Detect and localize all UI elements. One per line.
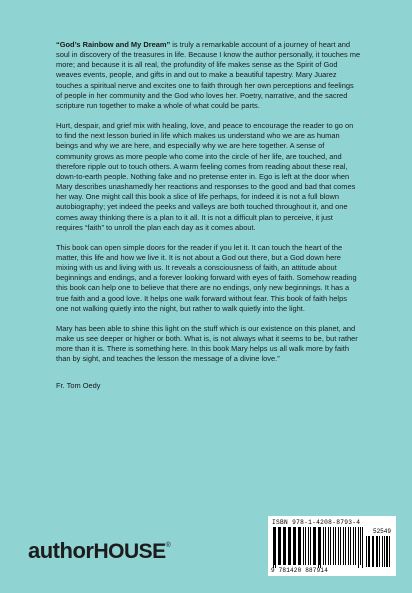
- addon-stripe: [368, 536, 370, 567]
- logo-part-house: HOUSE: [93, 540, 166, 563]
- barcode-bars: [273, 527, 363, 567]
- paragraph-1-text: is truly a remarkable account of a journey of heart and soul in discovery of the treasures in life. Because I know the author personally, it touches me more; and because it is all real, the profundity of life makes sense as the Spirit of God weaves events, people, and gifts in and out to make a beautiful tapestry. Mary Juarez touches a spiritual nerve and excites one to faith through her own perceptions and feelings of people in her community and the God who loves her. Poetry, narrative, and the sacred scripture run together to make a whole of what could be parts.: [56, 40, 361, 110]
- logo-part-author: author: [28, 538, 94, 563]
- paragraph-1: [56, 40, 361, 111]
- addon-barcode-bars: [366, 536, 392, 568]
- addon-stripe: [379, 536, 380, 567]
- addon-stripe: [384, 536, 385, 567]
- isbn-label: ISBN 978-1-4208-8793-4: [272, 519, 361, 526]
- addon-stripe: [373, 536, 374, 567]
- isbn-addon-code: 52549: [372, 528, 391, 535]
- addon-stripe: [376, 536, 378, 567]
- addon-stripe: [386, 536, 388, 567]
- barcode-digits: 9 781420 887914: [271, 567, 329, 574]
- paragraph-3: This book can open simple doors for the reader if you let it. It can touch the heart of the matter, this life and how we live it. It is not about a God out there, but a God down here mixing with us and living with us. It reveals a consciousness of faith, an attitude about beginnings and endings, and a forever looking forward with eyes of faith. Somehow reading this book can help one to believe that there are no endings, only new beginnings. It has a true faith and a good love. It helps one walk forward without fear. This book of faith helps one not walking quietly into the night, but rather to walk quietly into the light.: [56, 242, 357, 313]
- back-cover-text: [56, 40, 361, 401]
- publisher-logo: [28, 538, 170, 564]
- book-title: “God’s Rainbow and My Dream”: [56, 40, 171, 49]
- signature: Fr. Tom Oedy: [56, 380, 101, 390]
- paragraph-2: Hurt, despair, and grief mix with healing, love, and peace to encourage the reader to go on to find the next lesson buried in life which makes us understand who we are as human beings and why we are here, and especially why we are here together. A sense of community grows as more people who come into the circle of her life, are touched, and therefore ripple out to touch others. A warm feeling comes from reading about these real, down-to-earth people. Nothing fake and no pretense enter in. Ego is left at the door when Mary describes unashamedly her reactions and responses to the good and bad that comes her way. One might call this book a slice of life perhaps, for indeed it is not a full blown autobiography; yet indeed the peeks and valleys are both touched throughout it, and one comes away thinking there is a plan to it all. It is not a difficult plan to perceive, it just requires “faith” to unroll the plan each day as it comes about.: [56, 121, 356, 232]
- isbn-barcode: [268, 516, 396, 576]
- paragraph-4: Mary has been able to shine this light on the stuff which is our existence on this planet, and make us see deeper or higher or both. What is, is not always what it seems to be, but rather more than it is. There is something here. In this book Mary helps us all walk more by faith than by sight, and teaches the lesson the message of a divine love.”: [56, 323, 358, 364]
- addon-stripe: [389, 536, 390, 567]
- registered-mark: ®: [165, 542, 171, 549]
